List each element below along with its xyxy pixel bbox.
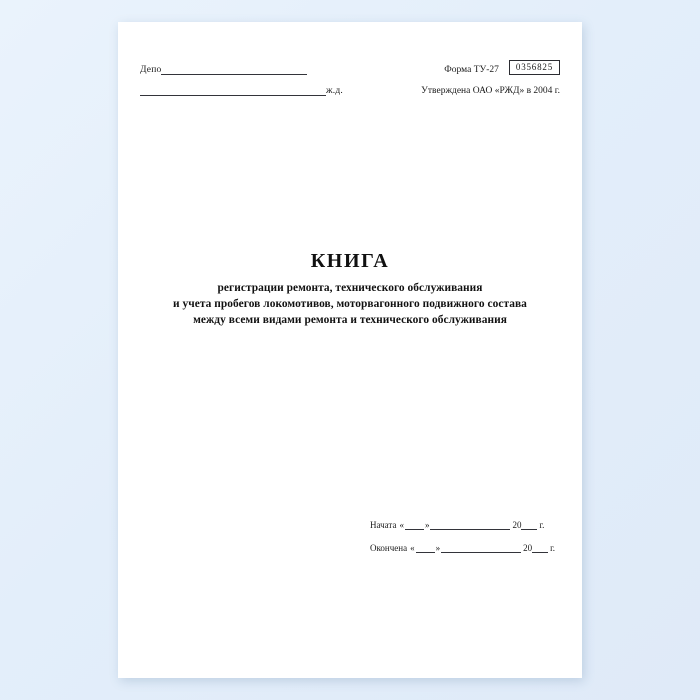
started-year-field[interactable] bbox=[521, 520, 537, 530]
started-quote-close: » bbox=[424, 520, 430, 530]
started-year-prefix: 20 bbox=[512, 520, 522, 530]
header-row-railway bbox=[140, 86, 560, 96]
finished-year-suffix: г. bbox=[550, 543, 556, 553]
document-content bbox=[118, 22, 582, 678]
footer-date-fields bbox=[370, 520, 562, 566]
finished-month-field[interactable] bbox=[441, 543, 521, 553]
started-month-field[interactable] bbox=[430, 520, 510, 530]
form-identification bbox=[444, 60, 560, 75]
started-year-suffix: г. bbox=[539, 520, 545, 530]
finished-date-row bbox=[370, 543, 562, 553]
finished-year-prefix: 20 bbox=[523, 543, 533, 553]
railway-label: ж.д. bbox=[326, 86, 343, 96]
started-quote-open: « bbox=[399, 520, 404, 530]
form-label: Форма ТУ-27 bbox=[444, 65, 499, 75]
started-day-field[interactable] bbox=[405, 520, 424, 530]
started-label: Начата bbox=[370, 520, 397, 530]
form-code-box: 0356825 bbox=[509, 60, 560, 75]
document-page bbox=[118, 22, 582, 678]
finished-day-field[interactable] bbox=[416, 543, 435, 553]
approval-note bbox=[421, 86, 560, 96]
railway-fill-line[interactable] bbox=[140, 86, 326, 96]
document-subtitle bbox=[118, 280, 582, 328]
header-row-depot bbox=[140, 60, 560, 75]
subtitle-line-2: и учета пробегов локомотивов, моторвагонного подвижного состава bbox=[173, 298, 527, 310]
depot-fill-line[interactable] bbox=[161, 65, 307, 75]
approval-text: Утверждена ОАО «РЖД» в 2004 г. bbox=[421, 86, 560, 96]
title-block bbox=[118, 250, 582, 328]
finished-quote-open: « bbox=[410, 543, 415, 553]
finished-label: Окончена bbox=[370, 543, 408, 553]
finished-quote-close: » bbox=[435, 543, 441, 553]
subtitle-line-1: регистрации ремонта, технического обслуживания bbox=[217, 282, 483, 294]
depot-label: Депо bbox=[140, 65, 162, 75]
document-header bbox=[140, 60, 560, 107]
document-title: КНИГА bbox=[310, 250, 390, 272]
finished-year-field[interactable] bbox=[532, 543, 548, 553]
depot-field bbox=[140, 65, 307, 75]
railway-field bbox=[140, 86, 343, 96]
started-date-row bbox=[370, 520, 562, 530]
subtitle-line-3: между всеми видами ремонта и технического обслуживания bbox=[193, 314, 507, 326]
